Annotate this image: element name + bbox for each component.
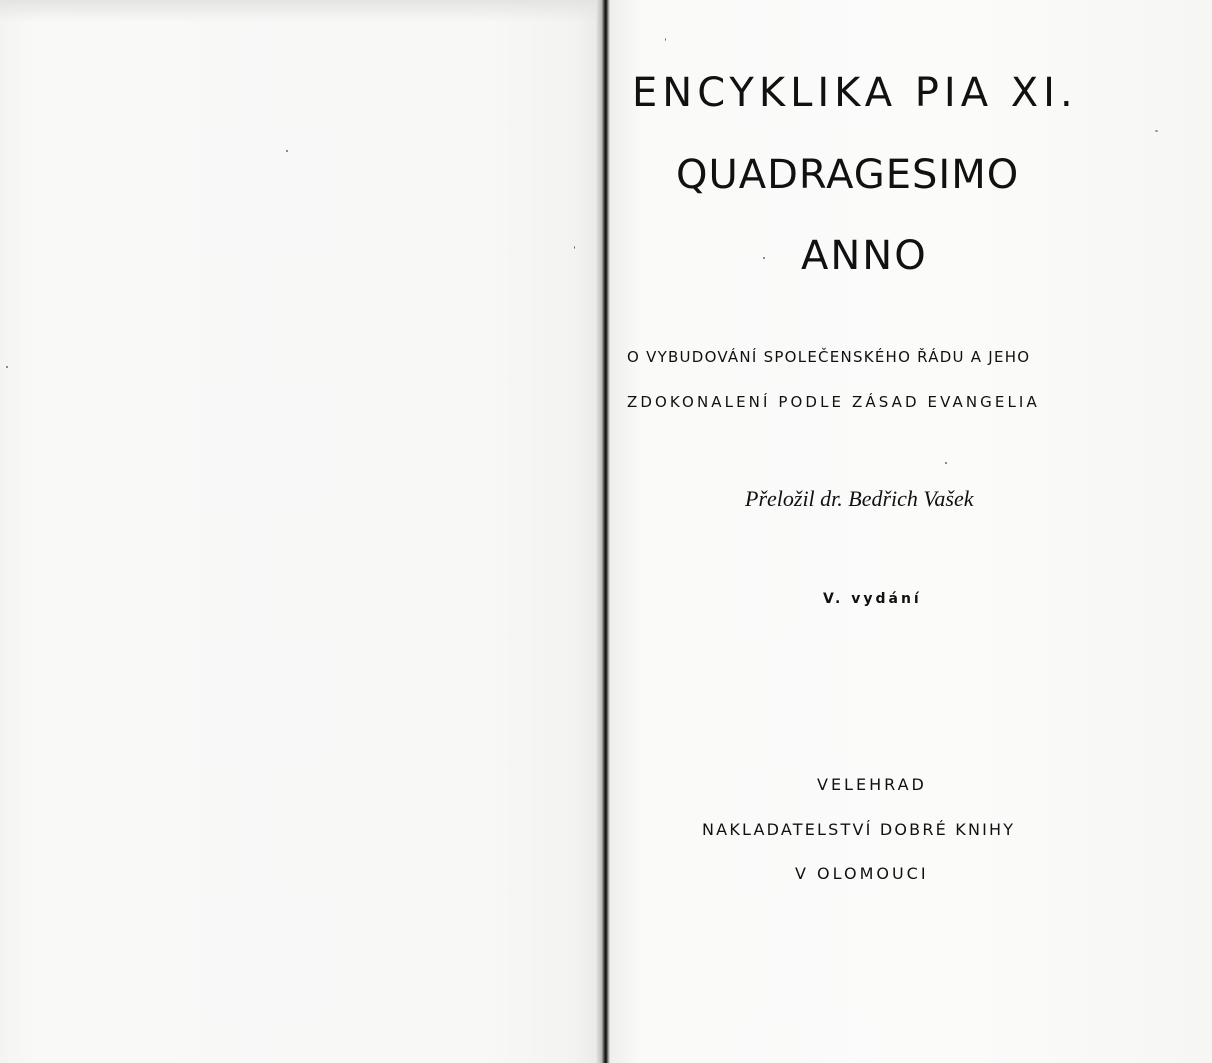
publisher-place: VELEHRAD <box>817 775 927 794</box>
paper-speck <box>665 38 666 41</box>
book-title-line-1: ENCYKLIKA PIA XI. <box>632 70 1078 116</box>
publisher-city: V OLOMOUCI <box>795 864 929 883</box>
book-title-line-3: ANNO <box>801 233 928 279</box>
blank-left-page <box>0 0 604 1063</box>
book-gutter <box>596 0 610 1063</box>
edition-label: V. vydání <box>823 591 922 607</box>
paper-speck <box>945 462 947 464</box>
paper-speck <box>6 366 8 368</box>
paper-speck <box>574 246 575 249</box>
translator-credit: Přeložil dr. Bedřich Vašek <box>745 486 974 511</box>
paper-speck <box>286 150 288 152</box>
paper-speck <box>763 257 765 259</box>
subtitle-line-2: ZDOKONALENÍ PODLE ZÁSAD EVANGELIA <box>627 393 1040 411</box>
subtitle-line-1: O VYBUDOVÁNÍ SPOLEČENSKÉHO ŘÁDU A JEHO <box>627 348 1031 366</box>
book-title-line-2: QUADRAGESIMO <box>676 152 1020 198</box>
paper-speck <box>1155 130 1158 132</box>
publisher-name: NAKLADATELSTVÍ DOBRÉ KNIHY <box>702 820 1016 839</box>
